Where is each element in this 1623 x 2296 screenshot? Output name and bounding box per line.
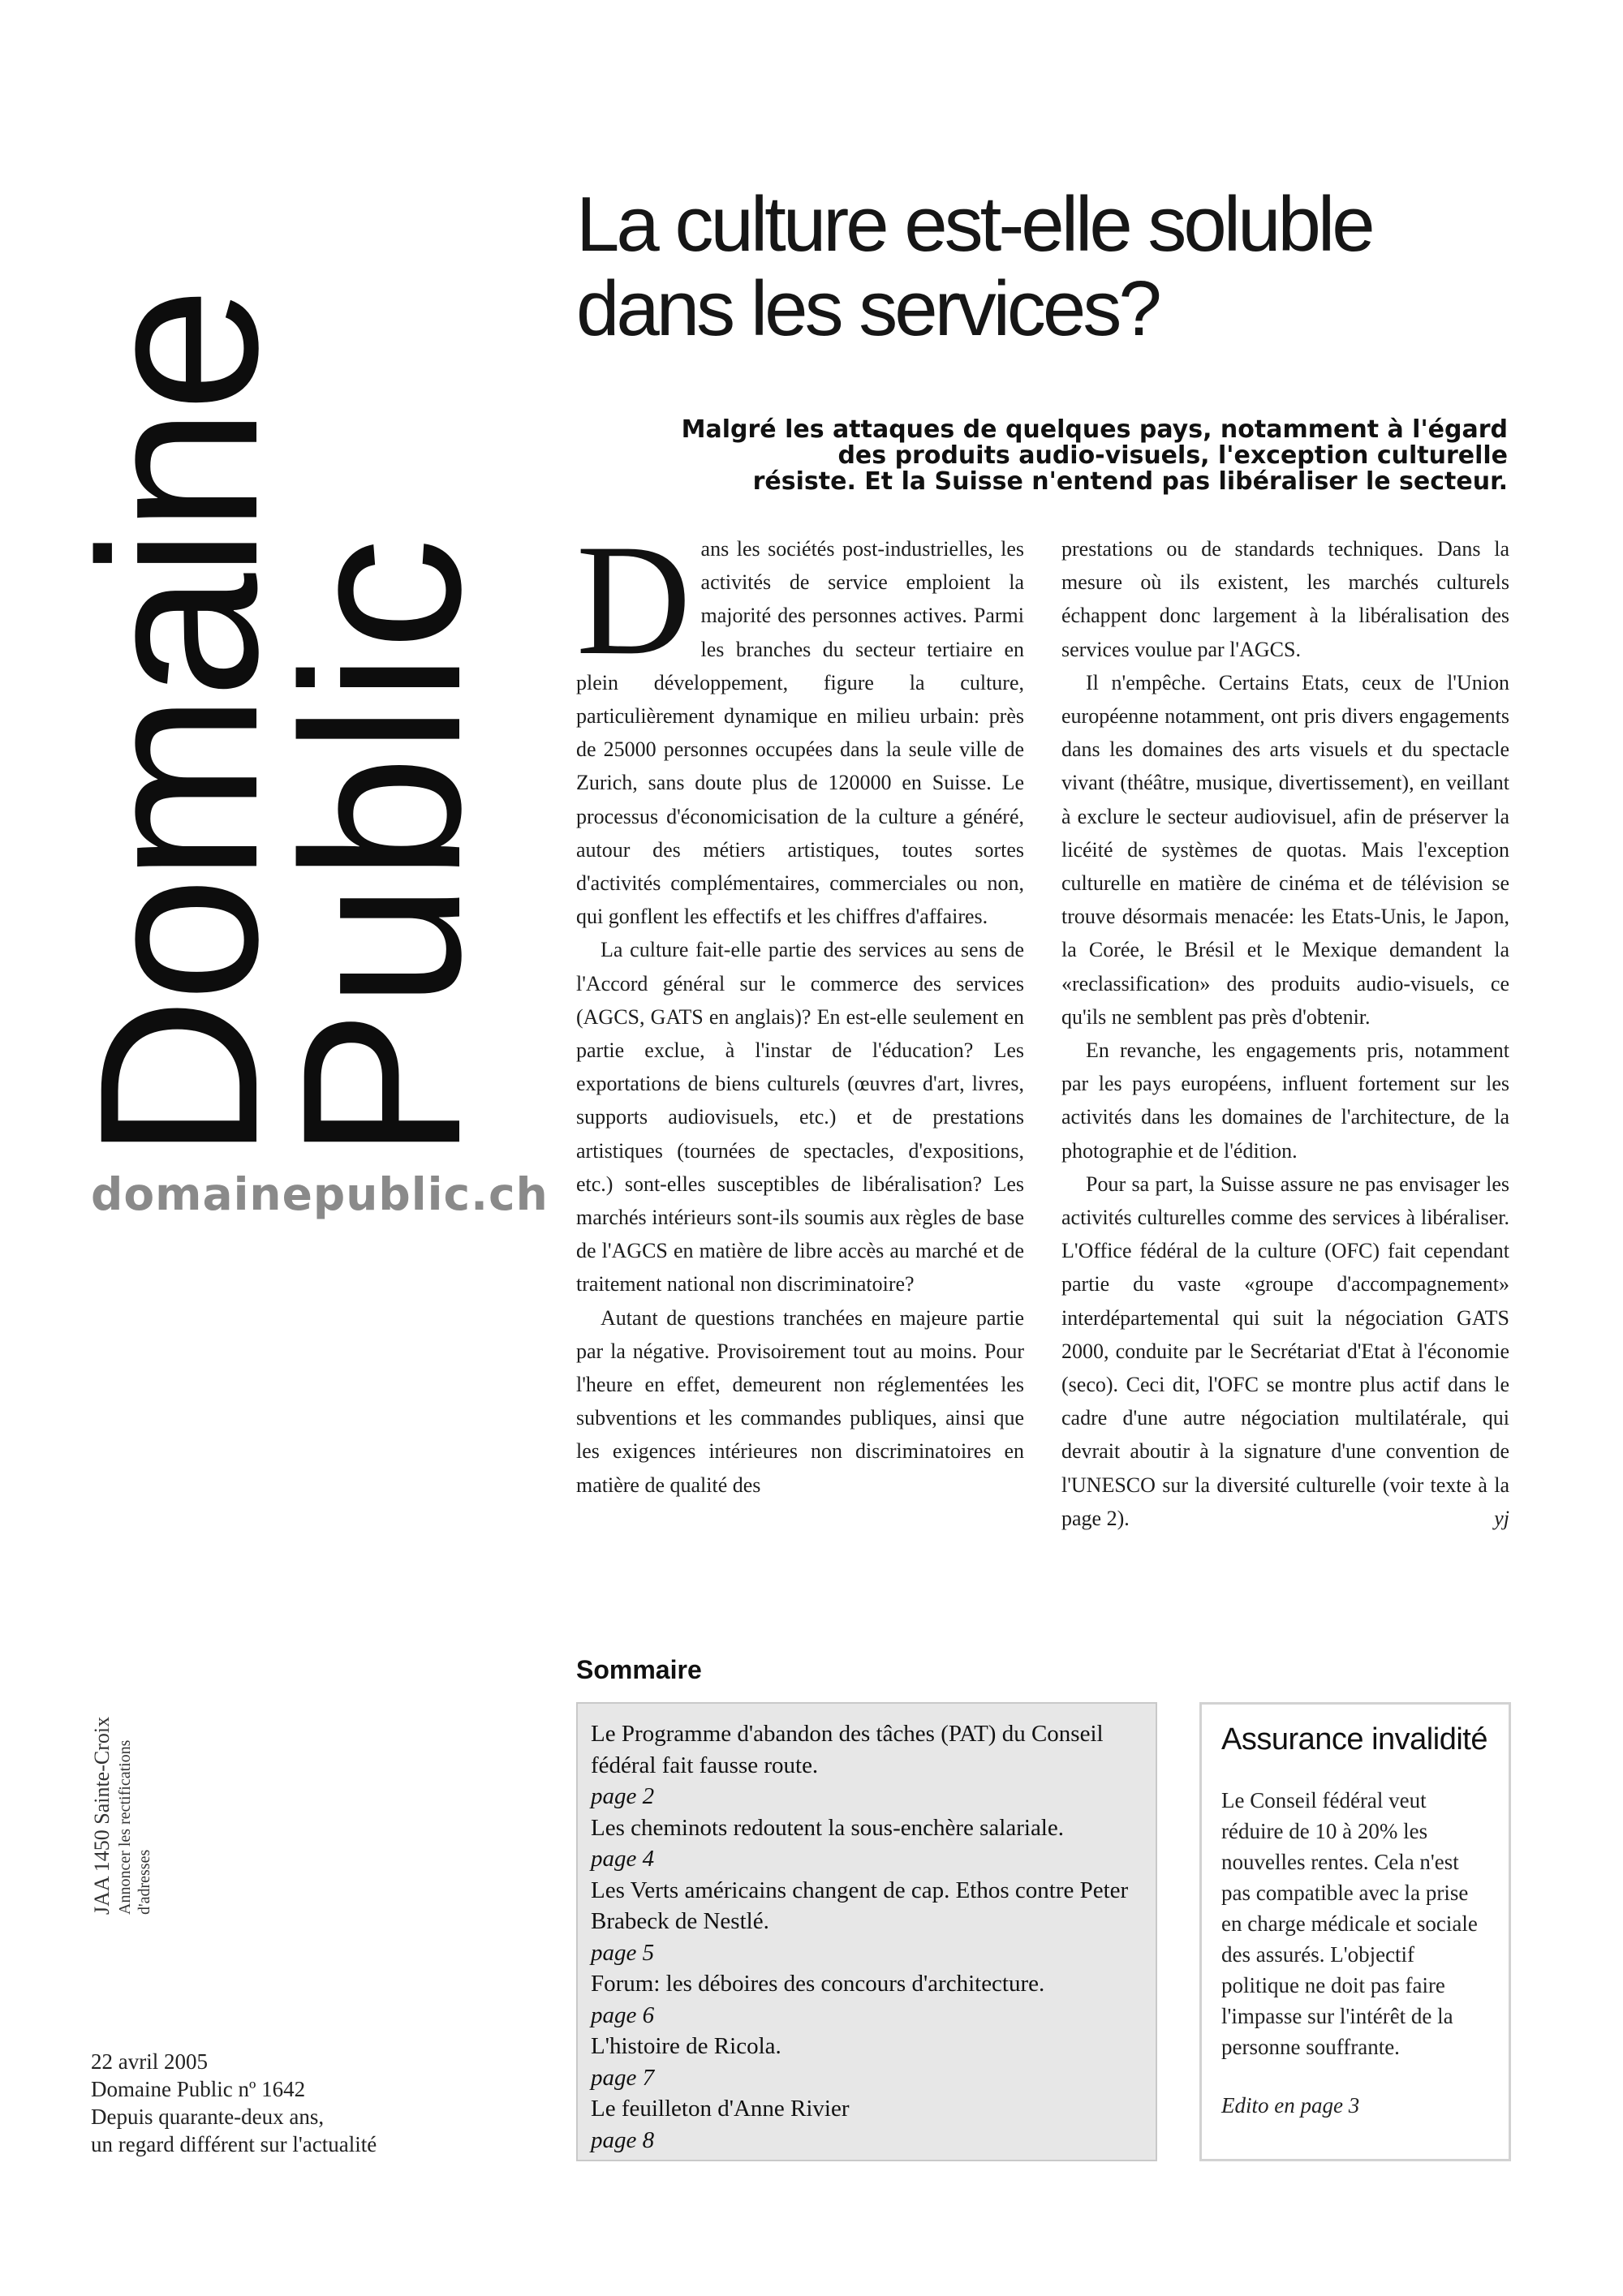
sommaire-item[interactable] — [591, 1718, 1143, 1812]
article-paragraph: Autant de questions tranchées en majeure partie par la négative. Provisoirement tout au moins. Pour l'heure en effet, demeurent non réglementées les subventions et les commandes publiques, ainsi que les exigences intérieures non discriminatoires en matière de qualité des — [576, 1305, 1024, 1497]
postal-note-line-1: JAA 1450 Sainte-Croix — [90, 1716, 114, 1915]
postal-note — [89, 1717, 154, 1915]
sidebar-reference[interactable]: Edito en page 3 — [1221, 2093, 1360, 2118]
masthead-title — [52, 146, 507, 1160]
sommaire-item[interactable] — [591, 2093, 1143, 2156]
sommaire-item-title: L'histoire de Ricola. — [591, 2033, 781, 2059]
sommaire-item-page: page 2 — [591, 1783, 655, 1809]
article-paragraph: La culture fait-elle partie des services au sens de l'Accord général sur le commerce des services (AGCS, GATS en anglais)? En est-elle seulement en partie exclue, à l'instar de l'éducation? Les exportations de biens culturels (œuvres d'art, livres, supports audiovisuels, etc.) et de prestations artistiques (tournées de spectacles, d'expositions, etc.) sont-elles susceptibles de libéralisation? Les marchés intérieurs sont-ils soumis aux règles de base de l'AGCS en matière de libre accès au marché et de traitement national non discriminatoire? — [576, 938, 1024, 1296]
headline-line: La culture est-elle soluble — [576, 181, 1372, 268]
paragraph-text: Pour sa part, la Suisse assure ne pas envisager les activités culturelles comme des services à libéraliser. L'Office fédéral de la culture (OFC) fait cependant partie du vaste «groupe d'accompagnement» interdépartemental qui suit la négociation GATS 2000, conduite par le Secrétariat d'Etat à l'économie (seco). Ceci dit, l'OFC se montre plus actif dans le cadre d'une autre négociation multilatérale, qui devrait aboutir à la signature d'une convention de l'UNESCO sur la diversité culturelle (voir texte à la page 2). — [1061, 1172, 1509, 1530]
issue-tagline-1: Depuis quarante-deux ans, — [91, 2105, 325, 2129]
issue-info — [91, 2048, 377, 2158]
headline-line: dans les services? — [576, 265, 1159, 352]
postal-note-line-2: Annoncer les rectifications — [116, 1739, 134, 1915]
article-paragraph: Il n'empêche. Certains Etats, ceux de l'Union européenne notamment, ont pris divers engagements dans les domaines des arts visuels et du spectacle vivant (théâtre, musique, divertissement), en veillant à exclure le secteur audiovisuel, afin de préserver la licéité de systèmes de quotas. Mais l'exception culturelle en matière de cinéma et de télévision se trouve désormais menacée: les Etats-Unis, le Japon, la Corée, le Brésil et le Mexique demandent la «reclassification» des produits audio-visuels, ce qu'ils ne semblent pas près d'obtenir. — [1061, 670, 1509, 1029]
sommaire-item-title: Les cheminots redoutent la sous-enchère salariale. — [591, 1814, 1064, 1841]
article-paragraph: En revanche, les engagements pris, notamment par les pays européens, influent fortement sur les activités dans les domaines de l'architecture, de la photographie et de l'édition. — [1061, 1038, 1509, 1163]
sidebar-box — [1199, 1702, 1511, 2161]
postal-note-line-3: d'adresses — [136, 1849, 153, 1915]
article-headline — [576, 183, 1550, 351]
article-paragraph — [576, 512, 1024, 933]
site-url: domainepublic.ch — [91, 1168, 549, 1220]
article-column-2 — [1061, 532, 1509, 1535]
sommaire-item-title: Forum: les déboires des concours d'architecture. — [591, 1971, 1045, 1997]
issue-tagline-2: un regard différent sur l'actualité — [91, 2132, 377, 2156]
lead-line: résiste. Et la Suisse n'entend pas libéraliser le secteur. — [752, 467, 1508, 496]
sommaire-item-page: page 5 — [591, 1939, 655, 1966]
issue-number: Domaine Public nº 1642 — [91, 2077, 306, 2101]
masthead-word-public: Public — [255, 535, 507, 1160]
sommaire-item[interactable] — [591, 1812, 1143, 1875]
article-column-1 — [576, 512, 1024, 1502]
lead-line: Malgré les attaques de quelques pays, notamment à l'égard — [681, 415, 1508, 444]
sidebar-title: Assurance invalidité — [1221, 1722, 1487, 1756]
sommaire-item-title: Le feuilleton d'Anne Rivier — [591, 2096, 850, 2122]
article-paragraph — [1061, 1167, 1509, 1535]
paragraph-text: ans les sociétés post-industrielles, les activités de service emploient la majorité des personnes actives. Parmi les branches du secteur tertiaire en plein développement, figure la culture, particulièrement dynamique en milieu urbain: près de 25000 personnes occupées dans la seule ville de Zurich, sans doute plus de 120000 en Suisse. Le processus d'économicisation de la culture a généré, autour des métiers artistiques, toutes sortes d'activités complémentaires, commerciales ou non, qui gonflent les effectifs et les chiffres d'affaires. — [576, 537, 1024, 929]
sommaire-item[interactable] — [591, 2031, 1143, 2093]
sommaire-list — [576, 1702, 1157, 2161]
sommaire-item-title: Les Verts américains changent de cap. Ethos contre Peter Brabeck de Nestlé. — [591, 1877, 1129, 1934]
sommaire-item-page: page 7 — [591, 2064, 655, 2091]
drop-cap: D — [576, 512, 691, 688]
sommaire-item-title: Le Programme d'abandon des tâches (PAT) du Conseil fédéral fait fausse route. — [591, 1721, 1104, 1778]
masthead-word-domaine: Domaine — [52, 291, 304, 1160]
sidebar-text: Le Conseil fédéral veut réduire de 10 à 20% les nouvelles rentes. Cela n'est pas compatible avec la prise en charge médicale et sociale des assurés. L'objectif politique ne doit pas faire l'impasse sur l'intérêt de la personne souffrante. — [1221, 1788, 1478, 2059]
article-lead — [617, 417, 1508, 495]
sommaire-heading: Sommaire — [576, 1655, 702, 1684]
issue-date: 22 avril 2005 — [91, 2049, 208, 2074]
sommaire-item[interactable] — [591, 1875, 1143, 1969]
sommaire-item-page: page 8 — [591, 2126, 655, 2153]
lead-line: des produits audio-visuels, l'exception culturelle — [837, 441, 1508, 470]
article-paragraph: prestations ou de standards techniques. Dans la mesure où ils existent, les marchés culturels échappent donc largement à la libéralisation des services voulue par l'AGCS. — [1061, 537, 1509, 661]
author-signoff: yj — [1494, 1506, 1509, 1530]
sommaire-item[interactable] — [591, 1968, 1143, 2031]
sommaire-item-page: page 4 — [591, 1846, 655, 1872]
sommaire-item-page: page 6 — [591, 2001, 655, 2028]
